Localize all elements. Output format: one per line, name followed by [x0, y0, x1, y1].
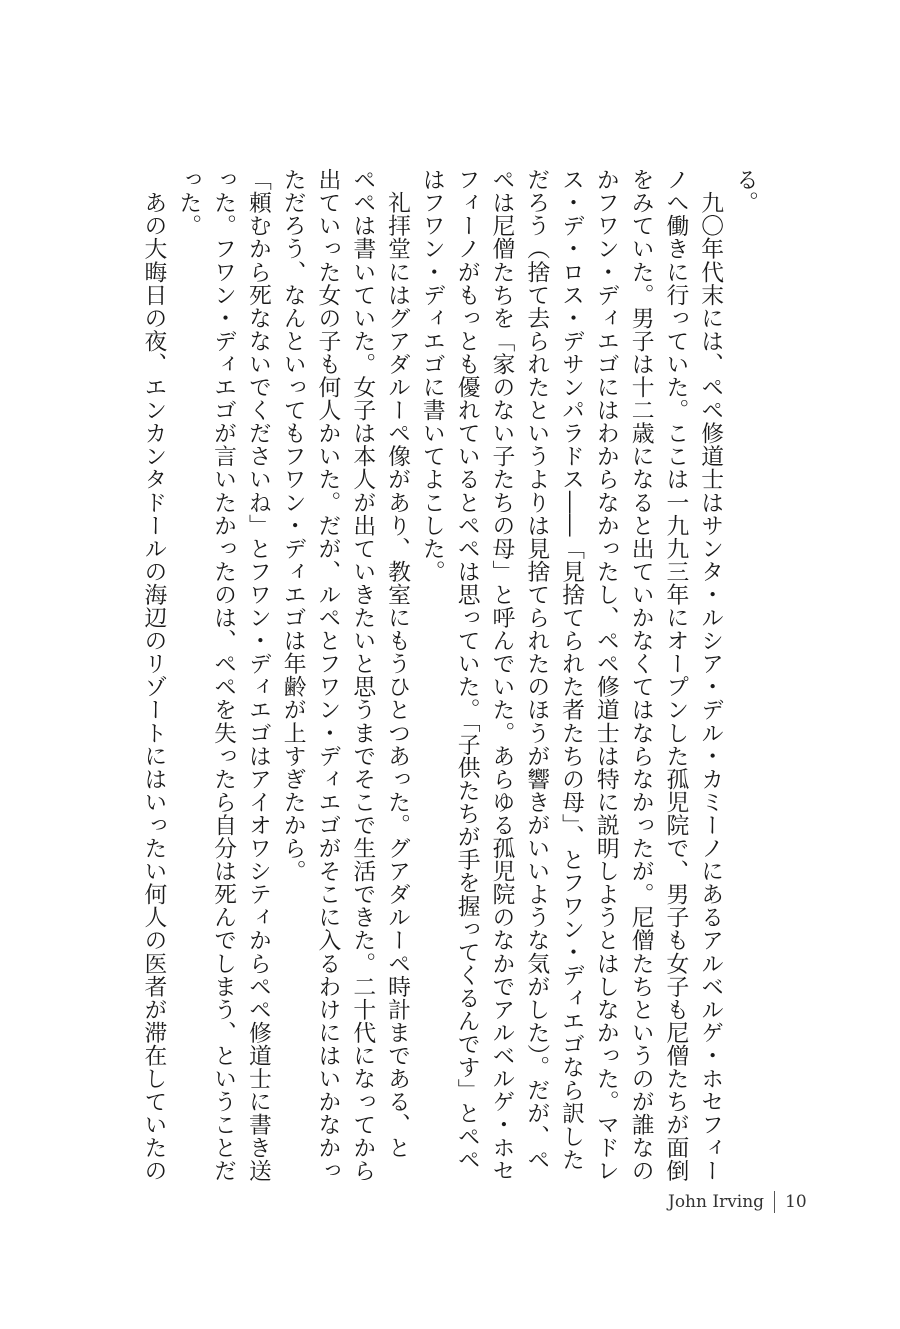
text-line: った。: [175, 168, 202, 238]
text-line: ノへ働きに行っていた。ここは一九九三年にオープンした孤児院で、男子も女子も尼僧たちが面倒: [662, 168, 689, 1183]
text-line: 礼拝堂にはグアダルーペ像があり、教室にもうひとつあった。グアダルーペ時計まである、と: [384, 168, 411, 1160]
text-line: ス・デ・ロス・デサンパラドス――「見捨てられた者たちの母」、とフワン・ディエゴなら訳した: [558, 168, 585, 1171]
footer-divider: [774, 1191, 775, 1213]
running-footer: [668, 1191, 807, 1213]
author-name: John Irving: [668, 1192, 765, 1212]
paragraph: [727, 168, 762, 1178]
text-line: ペは尼僧たちを「家のない子たちの母」と呼んでいた。あらゆる孤児院のなかでアルベルゲ・ホセ: [488, 168, 515, 1183]
text-line: った。フワン・ディエゴが言いたかったのは、ペペを失ったら自分は死んでしまう、ということだ: [210, 168, 237, 1183]
paragraph: [170, 168, 274, 1183]
text-line: る。: [732, 168, 758, 215]
text-line: をみていた。男子は十二歳になると出ていかなくてはならなかったが。尼僧たちというのが誰なの: [627, 168, 654, 1183]
text-line: はフワン・ディエゴに書いてよこした。: [418, 168, 445, 583]
text-line: 九〇年代末には、ペペ修道士はサンタ・ルシア・デル・カミーノにあるアルベルゲ・ホセフィー: [697, 168, 724, 1183]
text-line: だろう（捨て去られたというよりは見捨てられたのほうが響きがいいような気がした）。だが、ペ: [523, 168, 550, 1171]
text-line: あの大晦日の夜、エンカンタドールの海辺のリゾートにはいったい何人の医者が滞在していたの: [140, 168, 167, 1183]
text-line: ペペは書いていた。女子は本人が出ていきたいと思うまでそこで生活できた。二十代になってから: [349, 168, 376, 1183]
text-line: 「頼むから死なないでくださいね」とフワン・ディエゴはアイオワシティからペペ修道士に書き送: [244, 168, 271, 1183]
text-line: フィーノがもっとも優れているとペペは思っていた。「子供たちが手を握ってくるんです」とペペ: [453, 168, 480, 1171]
body-text: [122, 168, 762, 1183]
paragraph: [275, 168, 414, 1183]
paragraph: [414, 168, 727, 1183]
text-line: ただろう、なんといってもフワン・ディエゴは年齢が上すぎたから。: [279, 168, 306, 883]
paragraph: [136, 168, 171, 1183]
text-line: かフワン・ディエゴにはわからなかったし、ペペ修道士は特に説明しようとはしなかった。マドレ: [592, 168, 619, 1183]
text-line: 出ていった女の子も何人かいた。だが、ルペとフワン・ディエゴがそこに入るわけにはいかなかっ: [314, 168, 341, 1183]
page-number: 10: [785, 1192, 807, 1212]
